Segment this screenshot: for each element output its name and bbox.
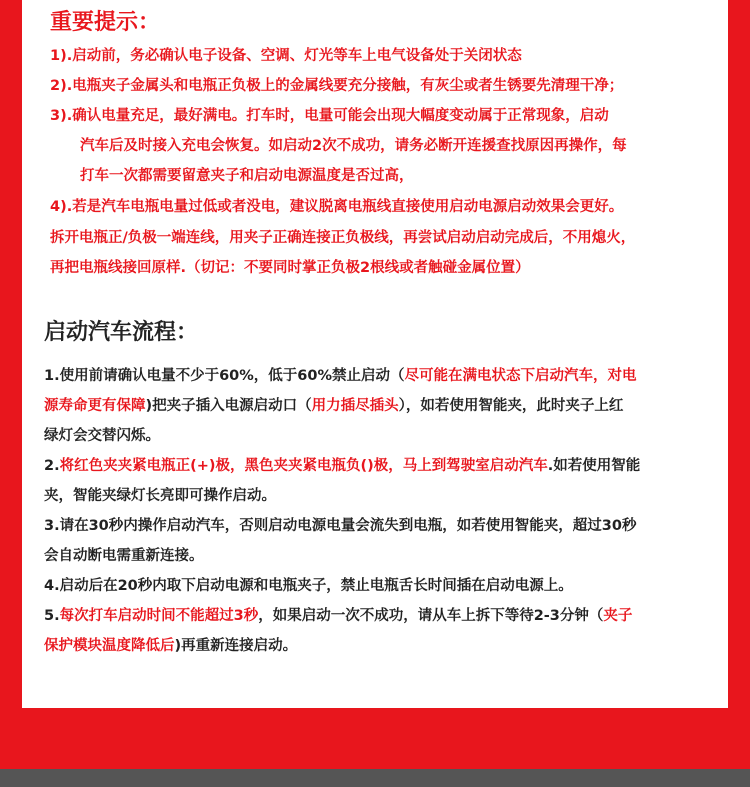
step-1-highlight: 源寿命更有保障 [44,398,146,414]
step-5-text: 5. [44,608,60,624]
step-5-text: ，如果启动一次不成功，请从车上拆下等待2-3分钟（ [258,608,604,624]
step-5-highlight: 每次打车启动时间不能超过3秒 [59,608,259,624]
notice-title: 重要提示： [50,10,161,35]
bottom-bar [0,769,750,787]
process-title: 启动汽车流程： [44,320,199,345]
step-2-highlight: 将红色夹夹紧电瓶正(+)极，黑色夹夹紧电瓶负()极，马上到驾驶室启动汽车 [59,458,548,474]
step-3-line-1: 3.请在30秒内操作启动汽车，否则启动电源电量会流失到电瓶，如若使用智能夹，超过30秒 [44,518,637,534]
step-1-line-3: 绿灯会交替闪烁。 [44,428,160,444]
step-1-highlight: 用力插尽插头 [311,398,399,414]
step-2-text: .如若使用智能 [547,458,641,474]
step-2-line-2: 夹，智能夹绿灯长亮即可操作启动。 [44,488,276,504]
notice-line-4: 汽车后及时接入充电会恢复。如启动2次不成功，请务必断开连援查找原因再操作，每 [80,138,627,154]
step-1-text: )把夹子插入电源启动口（ [145,398,312,414]
step-2-text: 2. [44,458,60,474]
step-2-line-1 [44,456,640,476]
step-1-line-1 [44,366,637,386]
notice-line-7: 拆开电瓶正/负极一端连线，用夹子正确连接正负极线，再尝试启动启动完成后，不用熄火， [50,230,636,246]
notice-line-2: 2).电瓶夹子金属头和电瓶正负极上的金属线要充分接触，有灰尘或者生锈要先清理干净； [50,78,624,94]
step-5-highlight: 保护模块温度降低后 [44,638,175,654]
step-1-highlight: 尽可能在满电状态下启动汽车，对电 [404,368,637,384]
notice-line-5: 打车一次都需要留意夹子和启动电源温度是否过高， [80,168,414,184]
step-1-text: 1.使用前请确认电量不少于60%，低于60%禁止启动（ [44,368,405,384]
step-5-line-2 [44,636,297,656]
step-1-text: ），如若使用智能夹，此时夹子上红 [398,398,624,414]
step-3-line-2: 会自动断电需重新连接。 [44,548,204,564]
notice-line-6: 4).若是汽车电瓶电量过低或者没电，建议脱离电瓶线直接使用启动电源启动效果会更好。 [50,199,624,215]
content-card [22,0,728,708]
step-1-line-2 [44,396,623,416]
notice-line-1: 1).启动前，务必确认电子设备、空调、灯光等车上电气设备处于关闭状态 [50,48,522,64]
step-5-highlight: 夹子 [603,608,633,624]
step-4-line-1: 4.启动后在20秒内取下启动电源和电瓶夹子，禁止电瓶舌长时间插在启动电源上。 [44,578,573,594]
notice-line-8: 再把电瓶线接回原样.（切记：不要同时掌正负极2根线或者触碰金属位置） [50,260,530,276]
notice-line-3: 3).确认电量充足，最好满电。打车时，电量可能会出现大幅度变动属于正常现象，启动 [50,108,609,124]
step-5-text: )再重新连接启动。 [174,638,298,654]
step-5-line-1 [44,606,632,626]
